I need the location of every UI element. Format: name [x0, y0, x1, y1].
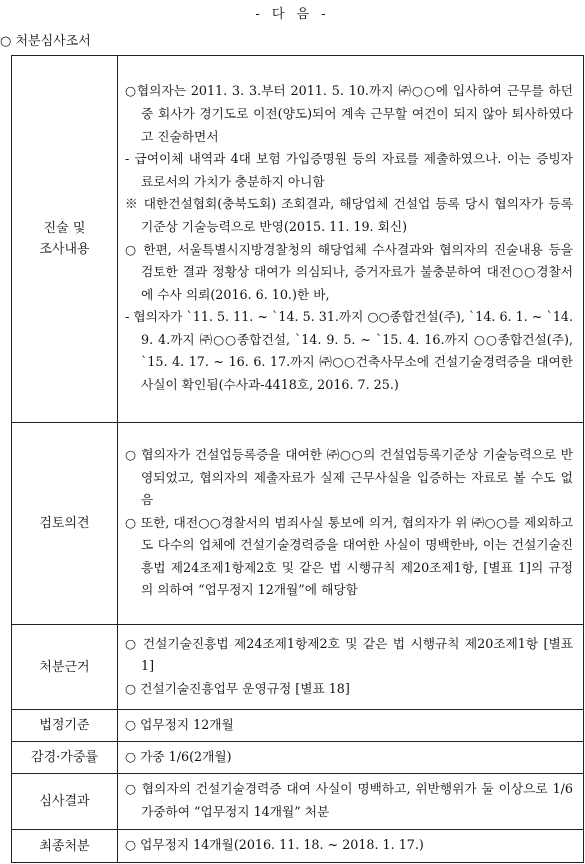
- table-row-statement: [12, 56, 584, 423]
- paragraph: ○ 가중 1/6(2개월): [125, 748, 232, 764]
- row-label-statement: 진술 및 조사내용: [12, 56, 118, 423]
- table-row-final: [12, 830, 584, 863]
- row-content-adjustment: [118, 742, 584, 774]
- table-row-legal-standard: [12, 710, 584, 742]
- row-content-statement: [118, 56, 584, 423]
- paragraph: ※ 대한건설협회(충북도회) 조회결과, 해당업체 건설업 등록 당시 협의자가 등록기준상 기술능력으로 반영(2015. 11. 19. 회신): [125, 196, 573, 234]
- row-label-result: 심사결과: [12, 774, 118, 830]
- row-content-basis: [118, 625, 584, 710]
- row-content-review: [118, 423, 584, 625]
- paragraph: ○ 한편, 서울특별시지방경찰청의 해당업체 수사결과와 협의자의 진술내용 등을 검토한 결과 정황상 대여가 의심되나, 증거자료가 불충분하여 대전○○경찰서에 수사 의뢰(2016. 6. 10.)한 바,: [125, 241, 573, 302]
- paragraph: ○ 업무정지 14개월(2016. 11. 18. ~ 2018. 1. 17.): [125, 837, 424, 853]
- table-row-review: [12, 423, 584, 625]
- section-title: ○ 처분심사조서: [0, 34, 91, 49]
- paragraph: ○협의자는 2011. 3. 3.부터 2011. 5. 10.까지 ㈜○○에 입사하여 근무를 하던 중 회사가 경기도로 이전(양도)되어 계속 근무할 여건이 되지 않아 퇴사하였다고 진술하면서: [125, 83, 573, 144]
- table-row-adjustment: [12, 742, 584, 774]
- paragraph: ○ 건설기술진흥업무 운영규정 [별표 18]: [125, 680, 350, 696]
- paragraph: - 협의자가 `11. 5. 11. ~ `14. 5. 31.까지 ○○종합건설(주), `14. 6. 1. ~ `14. 9. 4.까지 ㈜○○종합건설, `14. 9. 5. ~ `15. 4. 16.까지 ○○종합건설(주), `15. 4. 17. ~ 16. 6. 17.까지 ㈜○○건축사무소에 건설기술경력증을 대여한 사실이 확인됨(수사과-4418호, 2016. 7. 25.): [125, 309, 573, 393]
- page-heading: - 다 음 -: [255, 7, 330, 22]
- paragraph: ○ 업무정지 12개월: [125, 716, 234, 732]
- paragraph: ○ 건설기술진흥법 제24조제1항제2호 및 같은 법 시행규칙 제20조제1항 [별표 1]: [125, 635, 573, 674]
- row-label-final: 최종처분: [12, 830, 118, 863]
- review-table: [11, 55, 584, 863]
- paragraph: - 급여이체 내역과 4대 보험 가입증명원 등의 자료를 제출하였으나. 이는 증빙자료로서의 가치가 충분하지 아니함: [125, 151, 573, 189]
- table-row-basis: [12, 625, 584, 710]
- row-content-final: [118, 830, 584, 863]
- paragraph: ○ 또한, 대전○○경찰서의 범죄사실 통보에 의거, 협의자가 위 ㈜○○를 제외하고도 다수의 업체에 건설기술경력증을 대여한 사실이 명백한바, 이는 건설기술진흥법 제24조제1항제2호 및 같은 법 시행규칙 제20조제1항, [별표 1]의 규정의 의하여 “업무정지 12개월”에 해당함: [125, 514, 573, 598]
- paragraph: ○ 협의자의 건설기술경력증 대여 사실이 명백하고, 위반행위가 둘 이상으로 1/6 가중하여 “업무정지 14개월” 처분: [125, 781, 573, 819]
- row-label-adjustment: 감경·가중률: [12, 742, 118, 774]
- row-label-review: 검토의견: [12, 423, 118, 625]
- row-label-legal-standard: 법정기준: [12, 710, 118, 742]
- row-content-legal-standard: [118, 710, 584, 742]
- row-label-basis: 처분근거: [12, 625, 118, 710]
- paragraph: ○ 협의자가 건설업등록증을 대여한 ㈜○○의 건설업등록기준상 기술능력으로 반영되었고, 협의자의 제출자료가 실제 근무사실을 입증하는 자료로 볼 수도 없음: [125, 446, 573, 508]
- table-row-result: [12, 774, 584, 830]
- row-content-result: [118, 774, 584, 830]
